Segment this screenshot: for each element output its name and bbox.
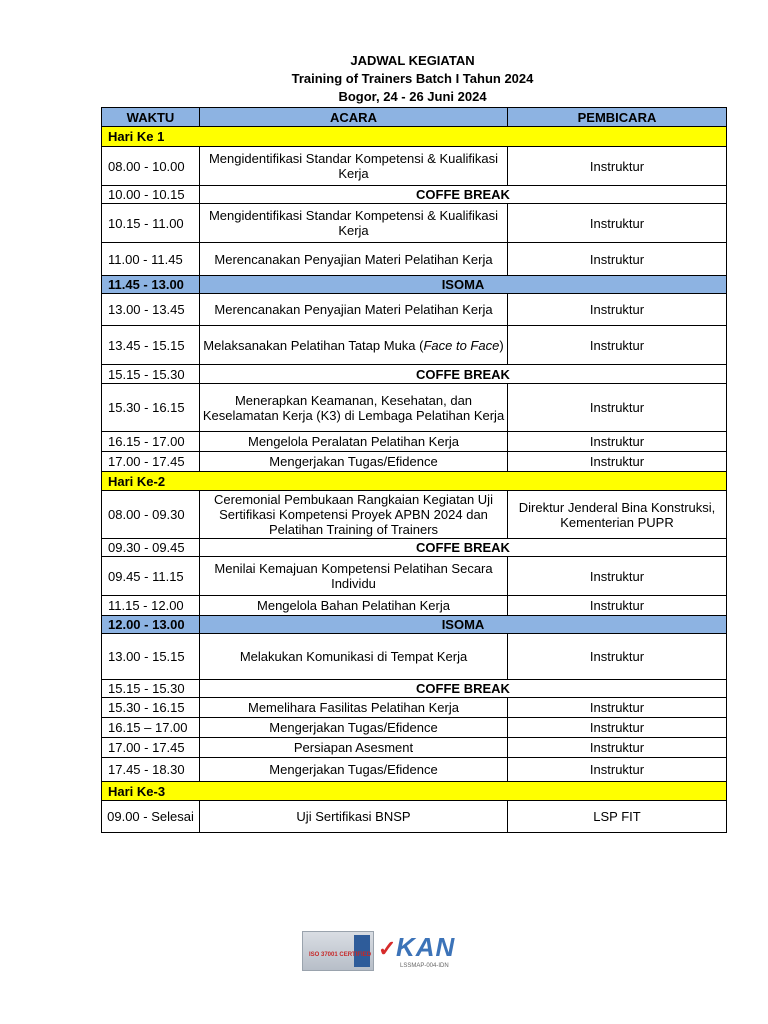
time-cell: 16.15 – 17.00 [102,718,200,738]
table-row [102,718,727,738]
time-cell: 17.45 - 18.30 [102,758,200,782]
iso-certified-logo [302,931,374,971]
coffee-break-label: COFFE BREAK [200,539,727,557]
coffee-break-row [102,680,727,698]
coffee-break-row [102,186,727,204]
schedule-table [101,107,727,833]
table-row [102,326,727,365]
activity-cell: Melaksanakan Pelatihan Tatap Muka (Face to Face) [200,326,508,365]
table-row [102,698,727,718]
activity-cell: Memelihara Fasilitas Pelatihan Kerja [200,698,508,718]
speaker-cell: Instruktur [508,596,727,616]
speaker-cell: Instruktur [508,718,727,738]
coffee-break-label: COFFE BREAK [200,365,727,384]
day-label: Hari Ke 1 [102,127,727,147]
time-cell: 09.00 - Selesai [102,801,200,833]
coffee-break-row [102,365,727,384]
speaker-cell: Instruktur [508,326,727,365]
table-row [102,294,727,326]
table-row [102,738,727,758]
speaker-cell: Instruktur [508,557,727,596]
table-row [102,432,727,452]
activity-cell: Persiapan Asesment [200,738,508,758]
table-row [102,452,727,472]
activity-cell: Mengelola Peralatan Pelatihan Kerja [200,432,508,452]
time-cell: 13.45 - 15.15 [102,326,200,365]
col-pembicara: PEMBICARA [508,108,727,127]
time-cell: 11.15 - 12.00 [102,596,200,616]
time-cell: 10.15 - 11.00 [102,204,200,243]
isoma-label: ISOMA [200,276,727,294]
time-cell: 15.15 - 15.30 [102,680,200,698]
table-row [102,801,727,833]
speaker-cell: Instruktur [508,243,727,276]
coffee-break-label: COFFE BREAK [200,680,727,698]
speaker-cell: Instruktur [508,147,727,186]
speaker-cell: Direktur Jenderal Bina Konstruksi, Kementerian PUPR [508,491,727,539]
activity-cell: Mengerjakan Tugas/Efidence [200,452,508,472]
day-header-row [102,472,727,491]
time-cell: 15.30 - 16.15 [102,698,200,718]
activity-cell: Mengelola Bahan Pelatihan Kerja [200,596,508,616]
time-cell: 12.00 - 13.00 [102,616,200,634]
kan-logo-text: KAN [396,932,456,962]
isoma-row [102,276,727,294]
activity-cell: Melakukan Komunikasi di Tempat Kerja [200,634,508,680]
kan-logo-code: LSSMAP-004-IDN [400,963,449,969]
time-cell: 08.00 - 09.30 [102,491,200,539]
document-header [100,52,725,106]
table-row [102,384,727,432]
day-label: Hari Ke-2 [102,472,727,491]
activity-cell: Ceremonial Pembukaan Rangkaian Kegiatan Uji Sertifikasi Kompetensi Proyek APBN 2024 dan Pelatihan Training of Trainers [200,491,508,539]
activity-cell: Menerapkan Keamanan, Kesehatan, dan Keselamatan Kerja (K3) di Lembaga Pelatihan Kerja [200,384,508,432]
activity-cell: Mengerjakan Tugas/Efidence [200,718,508,738]
day-header-row [102,127,727,147]
speaker-cell: Instruktur [508,204,727,243]
iso-logo-text: ISO 37001 CERTIFIED [309,952,372,958]
coffee-break-row [102,539,727,557]
isoma-label: ISOMA [200,616,727,634]
activity-cell: Menilai Kemajuan Kompetensi Pelatihan Secara Individu [200,557,508,596]
time-cell: 13.00 - 13.45 [102,294,200,326]
time-cell: 16.15 - 17.00 [102,432,200,452]
speaker-cell: Instruktur [508,758,727,782]
isoma-row [102,616,727,634]
speaker-cell: Instruktur [508,738,727,758]
coffee-break-label: COFFE BREAK [200,186,727,204]
day-header-row [102,782,727,801]
time-cell: 11.45 - 13.00 [102,276,200,294]
doc-title: JADWAL KEGIATAN [350,53,475,68]
col-acara: ACARA [200,108,508,127]
activity-cell: Merencanakan Penyajian Materi Pelatihan Kerja [200,294,508,326]
time-cell: 17.00 - 17.45 [102,738,200,758]
table-row [102,596,727,616]
speaker-cell: Instruktur [508,384,727,432]
kan-check-icon: ✓ [378,936,397,961]
table-row [102,634,727,680]
table-row [102,204,727,243]
table-row [102,491,727,539]
activity-cell: Mengidentifikasi Standar Kompetensi & Kualifikasi Kerja [200,204,508,243]
kan-logo [378,932,466,971]
time-cell: 15.15 - 15.30 [102,365,200,384]
speaker-cell: Instruktur [508,452,727,472]
activity-cell: Mengidentifikasi Standar Kompetensi & Kualifikasi Kerja [200,147,508,186]
col-waktu: WAKTU [102,108,200,127]
activity-cell: Uji Sertifikasi BNSP [200,801,508,833]
speaker-cell: Instruktur [508,294,727,326]
time-cell: 11.00 - 11.45 [102,243,200,276]
table-row [102,758,727,782]
time-cell: 08.00 - 10.00 [102,147,200,186]
time-cell: 13.00 - 15.15 [102,634,200,680]
time-cell: 10.00 - 10.15 [102,186,200,204]
table-row [102,147,727,186]
activity-cell: Merencanakan Penyajian Materi Pelatihan Kerja [200,243,508,276]
doc-location-date: Bogor, 24 - 26 Juni 2024 [338,89,487,104]
table-row [102,243,727,276]
speaker-cell: Instruktur [508,698,727,718]
speaker-cell: LSP FIT [508,801,727,833]
doc-subtitle: Training of Trainers Batch I Tahun 2024 [291,71,534,86]
time-cell: 09.45 - 11.15 [102,557,200,596]
time-cell: 17.00 - 17.45 [102,452,200,472]
time-cell: 15.30 - 16.15 [102,384,200,432]
table-header-row [102,108,727,127]
speaker-cell: Instruktur [508,432,727,452]
activity-cell: Mengerjakan Tugas/Efidence [200,758,508,782]
day-label: Hari Ke-3 [102,782,727,801]
table-row [102,557,727,596]
time-cell: 09.30 - 09.45 [102,539,200,557]
speaker-cell: Instruktur [508,634,727,680]
